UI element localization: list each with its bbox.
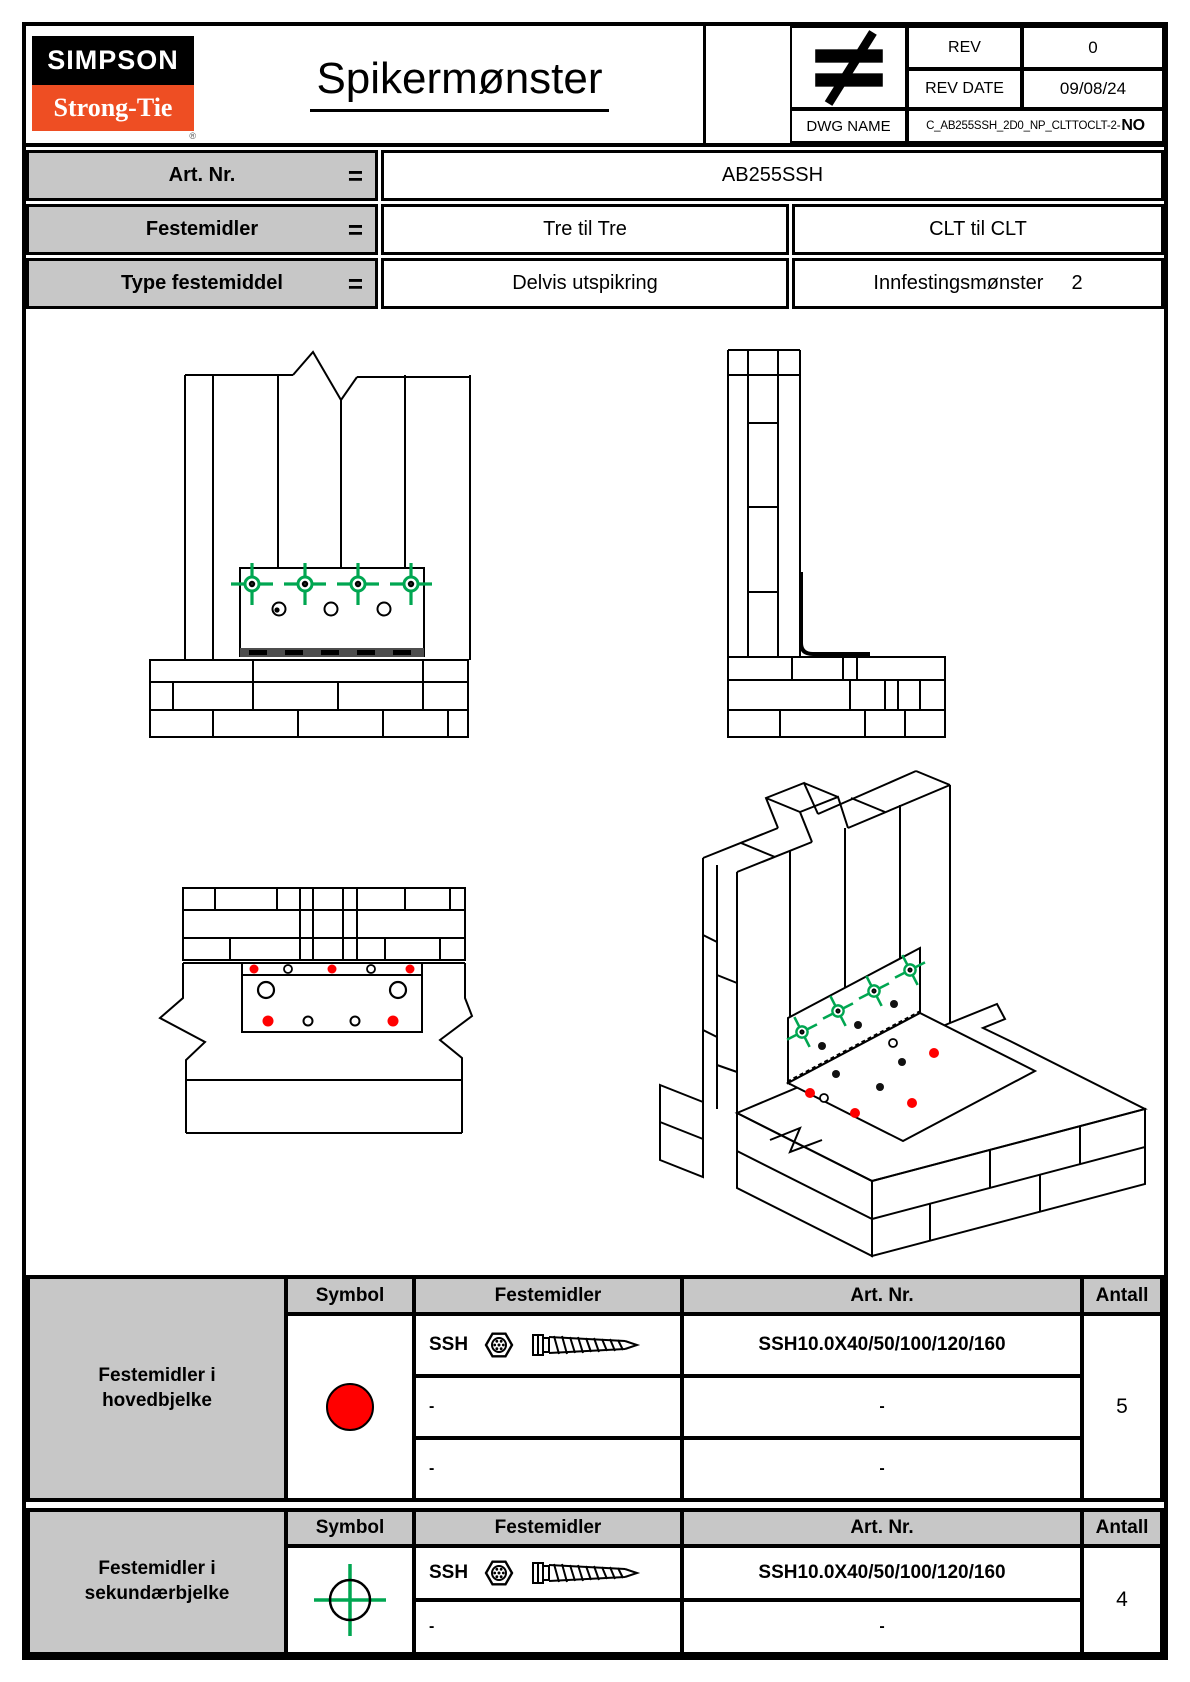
antall-value: 5	[1082, 1314, 1162, 1500]
artnr-label-cell: Art. Nr. =	[26, 150, 378, 201]
green-crosshair-icon	[286, 1546, 414, 1654]
ssh-screw-icon	[530, 1557, 648, 1589]
equals-sign: =	[347, 160, 363, 190]
fastener-cell-ssh: SSH	[414, 1314, 682, 1376]
iso-view-drawing	[660, 771, 1145, 1256]
not-equal-icon	[790, 26, 907, 109]
registered-mark: ®	[189, 131, 196, 141]
type-value-right: Innfestingsmønster 2	[792, 258, 1164, 309]
header-artnr: Art. Nr.	[682, 1277, 1082, 1314]
info-row-festemidler	[26, 204, 1164, 255]
rev-date-label: REV DATE	[907, 69, 1022, 109]
rev-table-spacer	[703, 26, 790, 143]
front-view-drawing	[150, 352, 470, 737]
plan-view-drawing	[160, 888, 472, 1133]
dwg-name-value: C_AB255SSH_2D0_NP_CLTTOCLT-2- NO	[907, 109, 1164, 143]
header-festemidler: Festemidler	[414, 1510, 682, 1546]
ssh-hex-head-icon	[484, 1330, 514, 1360]
type-label-cell: Type festemiddel =	[26, 258, 378, 309]
revision-table	[703, 26, 1164, 143]
group-label-sekundaerbjelke: Festemidler i sekundærbjelke	[28, 1510, 286, 1654]
logo-simpson: SIMPSON	[32, 36, 194, 85]
artnr-value-cell: SSH10.0X40/50/100/120/160	[682, 1546, 1082, 1600]
pattern-number: 2	[1071, 272, 1083, 294]
header-antall: Antall	[1082, 1277, 1162, 1314]
fastener-table-hovedbjelke	[26, 1275, 1164, 1502]
info-row-type	[26, 258, 1164, 309]
ssh-hex-head-icon	[484, 1558, 514, 1588]
title-block	[26, 26, 1164, 147]
artnr-value: AB255SSH	[381, 150, 1164, 201]
artnr-cell-empty: -	[682, 1438, 1082, 1500]
logo-strongtie: Strong-Tie	[32, 85, 194, 131]
equals-sign: =	[347, 214, 363, 244]
fastener-cell-empty: -	[414, 1438, 682, 1500]
rev-value: 0	[1022, 26, 1164, 69]
header-symbol: Symbol	[286, 1510, 414, 1546]
rev-date-value: 09/08/24	[1022, 69, 1164, 109]
festemidler-label-cell: Festemidler =	[26, 204, 378, 255]
info-row-artnr	[26, 150, 1164, 201]
festemidler-value-left: Tre til Tre	[381, 204, 789, 255]
fastener-cell-empty: -	[414, 1600, 682, 1654]
rev-label: REV	[907, 26, 1022, 69]
festemidler-value-right: CLT til CLT	[792, 204, 1164, 255]
ssh-screw-icon	[530, 1329, 648, 1361]
fastener-cell-ssh: SSH	[414, 1546, 682, 1600]
header-festemidler: Festemidler	[414, 1277, 682, 1314]
type-value-left: Delvis utspikring	[381, 258, 789, 309]
antall-value: 4	[1082, 1546, 1162, 1654]
not-equal-glyph	[803, 28, 895, 108]
header-artnr: Art. Nr.	[682, 1510, 1082, 1546]
group-label-hovedbjelke: Festemidler i hovedbjelke	[28, 1277, 286, 1500]
technical-drawings	[26, 311, 1164, 1275]
red-dot-icon	[286, 1314, 414, 1500]
simpson-strongtie-logo	[32, 36, 196, 141]
fastener-table-sekundaerbjelke	[26, 1508, 1164, 1656]
header-antall: Antall	[1082, 1510, 1162, 1546]
page-title: Spikermønster	[216, 54, 703, 112]
header-symbol: Symbol	[286, 1277, 414, 1314]
dwg-name-label: DWG NAME	[790, 109, 907, 143]
product-info-table	[26, 150, 1164, 312]
equals-sign: =	[347, 268, 363, 298]
artnr-cell-empty: -	[682, 1376, 1082, 1438]
artnr-cell-empty: -	[682, 1600, 1082, 1654]
fastener-cell-empty: -	[414, 1376, 682, 1438]
artnr-value-cell: SSH10.0X40/50/100/120/160	[682, 1314, 1082, 1376]
side-view-drawing	[728, 350, 945, 737]
